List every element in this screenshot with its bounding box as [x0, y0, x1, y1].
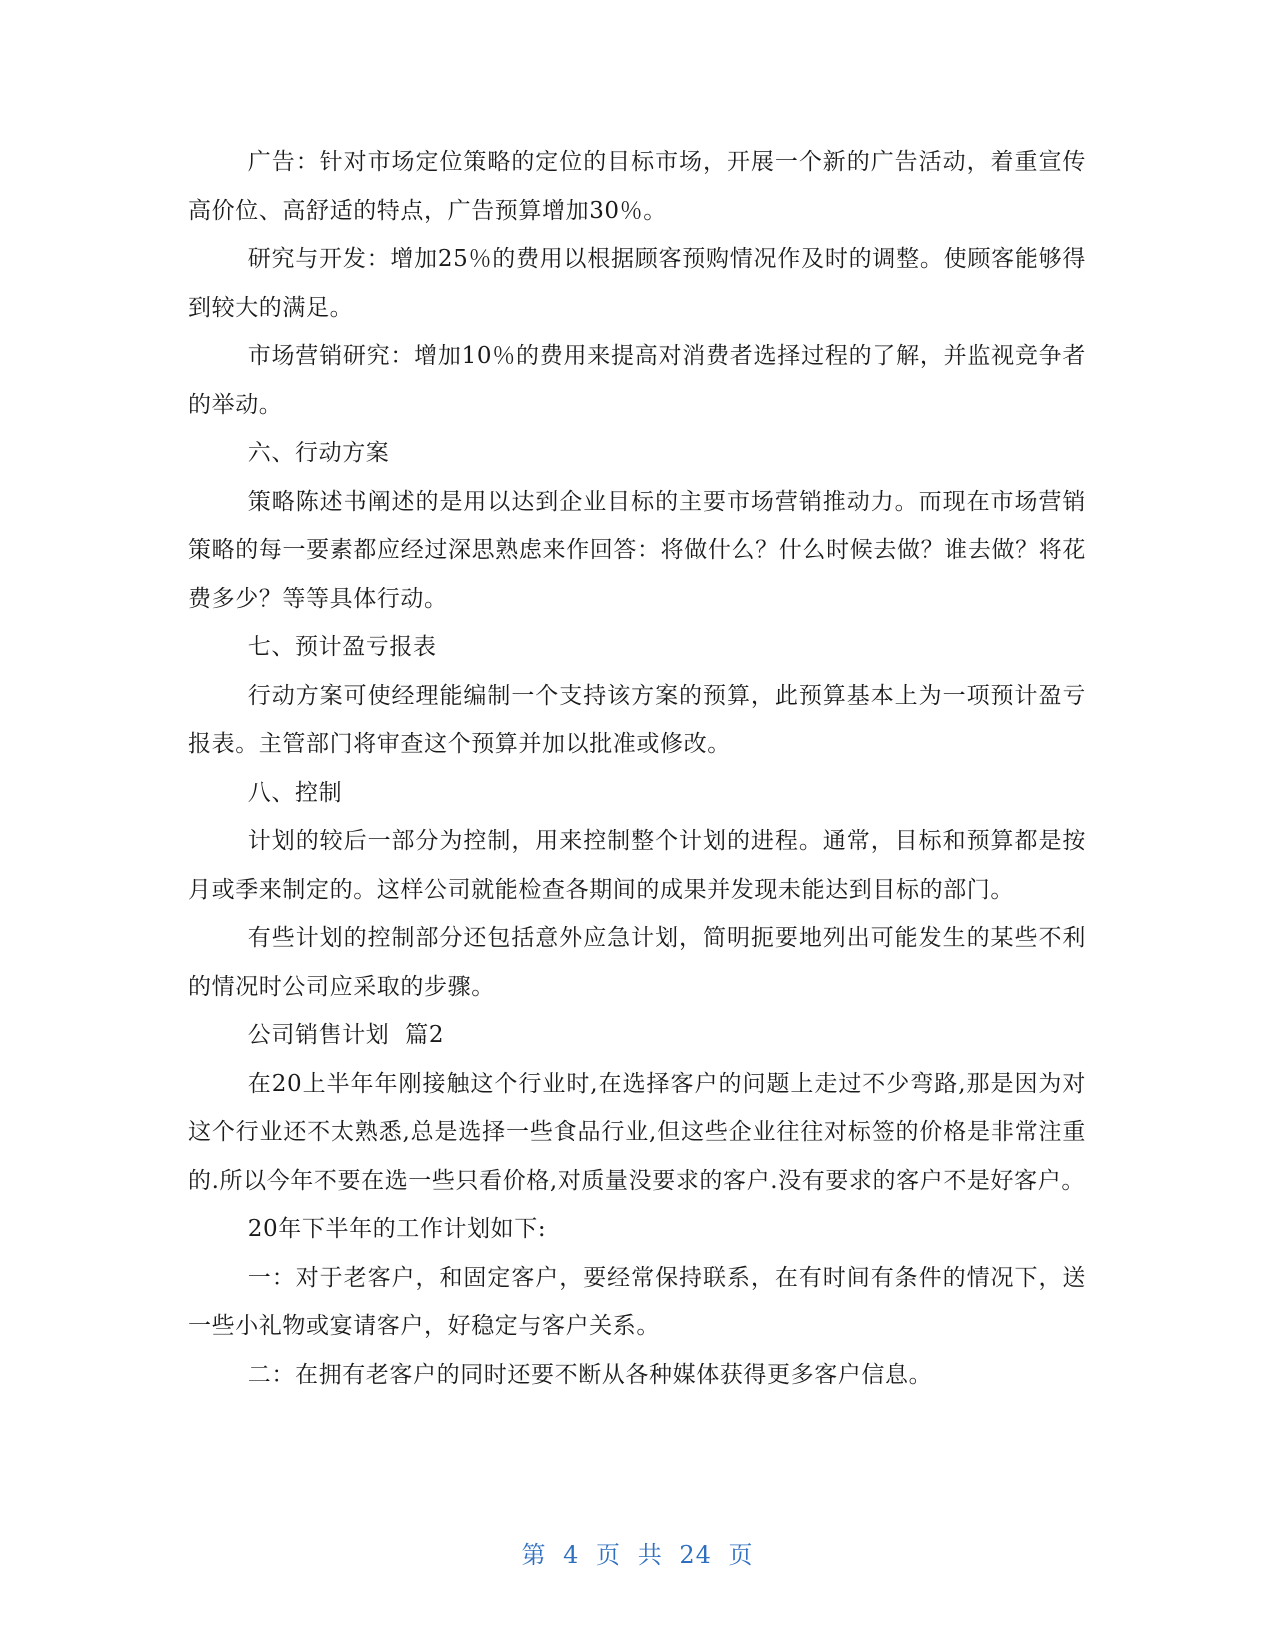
page-number-footer [0, 1535, 1275, 1570]
footer-ye: 页 [596, 1541, 622, 1569]
paragraph-second-half-intro: 20年下半年的工作计划如下: [247, 1216, 547, 1242]
paragraph-profit-loss: 行动方案可使经理能编制一个支持该方案的预算，此预算基本上为一项预计盈亏报表。主管部门将审查这个预算并加以批准或修改。 [188, 682, 1086, 757]
heading-control: 八、控制 [247, 779, 343, 806]
footer-total-pages: 24 [679, 1541, 712, 1569]
heading-action-plan: 六、行动方案 [247, 440, 390, 466]
heading-profit-loss: 七、预计盈亏报表 [247, 634, 437, 660]
heading-sales-plan-2: 公司销售计划 篇2 [247, 1022, 445, 1048]
footer-current-page: 4 [563, 1541, 580, 1569]
paragraph-research-development: 研究与开发：增加25％的费用以根据顾客预购情况作及时的调整。使顾客能够得到较大的满足。 [188, 246, 1086, 321]
paragraph-advertising: 广告：针对市场定位策略的定位的目标市场，开展一个新的广告活动，着重宣传高价位、高舒适的特点，广告预算增加30％。 [188, 149, 1086, 224]
paragraph-control: 计划的较后一部分为控制，用来控制整个计划的进程。通常，目标和预算都是按月或季来制定的。这样公司就能检查各期间的成果并发现未能达到目标的部门。 [188, 828, 1086, 903]
paragraph-item-two: 二：在拥有老客户的同时还要不断从各种媒体获得更多客户信息。 [247, 1361, 933, 1388]
document-body [188, 138, 1086, 1399]
paragraph-marketing-research: 市场营销研究：增加10％的费用来提高对消费者选择过程的了解，并监视竞争者的举动。 [188, 343, 1086, 418]
paragraph-first-half: 在20上半年年刚接触这个行业时,在选择客户的问题上走过不少弯路,那是因为对这个行业还不太熟悉,总是选择一些食品行业,但这些企业往往对标签的价格是非常注重的.所以今年不要在选一些只看价格,对质量没要求的客户.没有要求的客户不是好客户。 [188, 1070, 1086, 1194]
footer-ye-end: 页 [728, 1541, 754, 1569]
paragraph-action-plan: 策略陈述书阐述的是用以达到企业目标的主要市场营销推动力。而现在市场营销策略的每一要素都应经过深思熟虑来作回答：将做什么？什么时候去做？谁去做？将花费多少？等等具体行动。 [188, 488, 1086, 612]
footer-di: 第 [521, 1541, 547, 1569]
paragraph-contingency: 有些计划的控制部分还包括意外应急计划，简明扼要地列出可能发生的某些不利的情况时公司应采取的步骤。 [188, 925, 1086, 1000]
paragraph-item-one: 一：对于老客户，和固定客户，要经常保持联系，在有时间有条件的情况下，送一些小礼物或宴请客户，好稳定与客户关系。 [188, 1264, 1086, 1339]
footer-gong: 共 [637, 1541, 663, 1569]
